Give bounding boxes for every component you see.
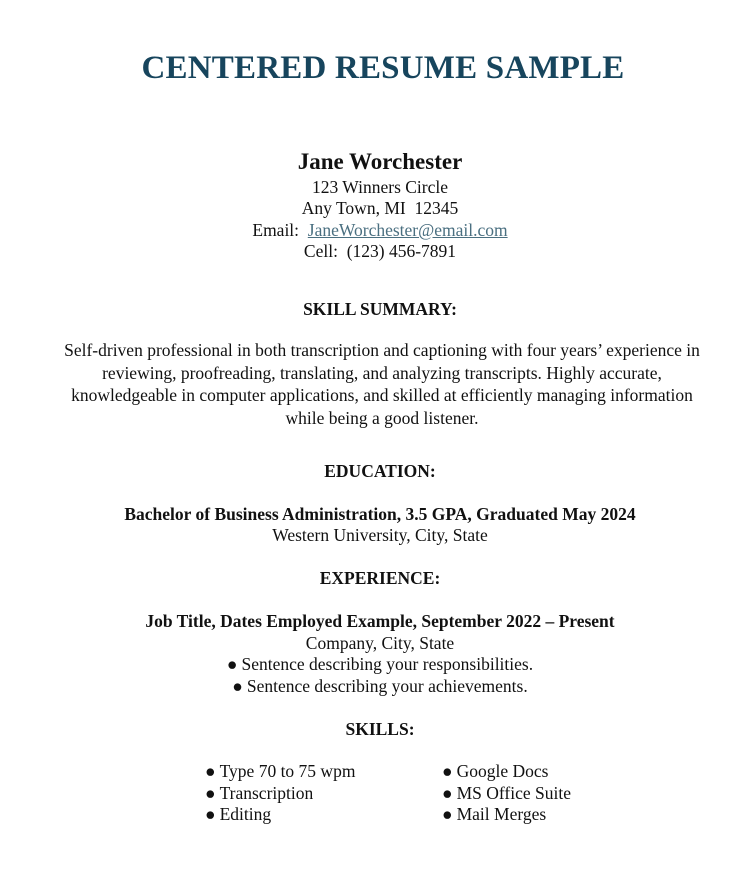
skill-item-text: MS Office Suite — [456, 782, 571, 803]
skill-item — [205, 761, 355, 783]
bullet-icon: ● — [205, 761, 216, 781]
email-row — [0, 220, 754, 241]
skill-item-text: Transcription — [219, 782, 314, 803]
education-degree: Bachelor of Business Administration, 3.5 GPA, Graduated May 2024 — [124, 504, 636, 524]
experience-company: Company, City, State — [305, 633, 455, 653]
skill-item — [205, 783, 355, 805]
document-title: CENTERED RESUME SAMPLE — [141, 50, 625, 86]
experience-heading: EXPERIENCE: — [319, 568, 441, 588]
bullet-icon: ● — [226, 654, 238, 674]
bullet-icon: ● — [232, 676, 243, 696]
experience-bullet — [0, 676, 754, 697]
skill-item-text: Type 70 to 75 wpm — [219, 761, 356, 781]
skill-item-text: Editing — [219, 804, 272, 824]
experience-bullet-text: Sentence describing your responsibilities. — [241, 654, 534, 674]
skill-item-text: Mail Merges — [456, 804, 547, 824]
education-heading: EDUCATION: — [324, 461, 436, 481]
bullet-icon: ● — [205, 782, 216, 803]
skill-item — [442, 804, 571, 826]
experience-job: Job Title, Dates Employed Example, September 2022 – Present — [145, 611, 615, 631]
skill-item — [442, 761, 571, 783]
skill-item — [442, 783, 571, 805]
address-line-1: 123 Winners Circle — [311, 177, 449, 197]
experience-bullet-text: Sentence describing your achievements. — [246, 676, 528, 696]
email-link[interactable]: JaneWorchester@email.com — [307, 220, 508, 240]
cell-number: (123) 456-7891 — [346, 241, 457, 261]
skill-item — [205, 804, 355, 826]
contact-name: Jane Worchester — [297, 149, 463, 174]
skills-list-right — [442, 761, 571, 826]
cell-label: Cell: — [303, 241, 338, 261]
address-line-2: Any Town, MI 12345 — [301, 198, 459, 218]
skill-summary-heading: SKILL SUMMARY: — [303, 299, 457, 319]
skills-heading: SKILLS: — [345, 719, 415, 739]
bullet-icon: ● — [205, 804, 216, 824]
skill-summary-text: Self-driven professional in both transcription and captioning with four years’ experience in reviewing, proofreading, translating, and analyzing transcripts. Highly accurate, knowledgeable in computer applications, and skilled at efficiently managing information while being a good listener. — [64, 340, 700, 428]
bullet-icon: ● — [442, 804, 453, 824]
bullet-icon: ● — [442, 761, 453, 781]
skills-list-left — [205, 761, 355, 826]
education-school: Western University, City, State — [272, 525, 488, 545]
bullet-icon: ● — [442, 782, 453, 803]
cell-row — [0, 241, 754, 262]
experience-bullet — [0, 654, 754, 675]
email-label: Email: — [252, 220, 300, 240]
skill-item-text: Google Docs — [456, 761, 549, 781]
